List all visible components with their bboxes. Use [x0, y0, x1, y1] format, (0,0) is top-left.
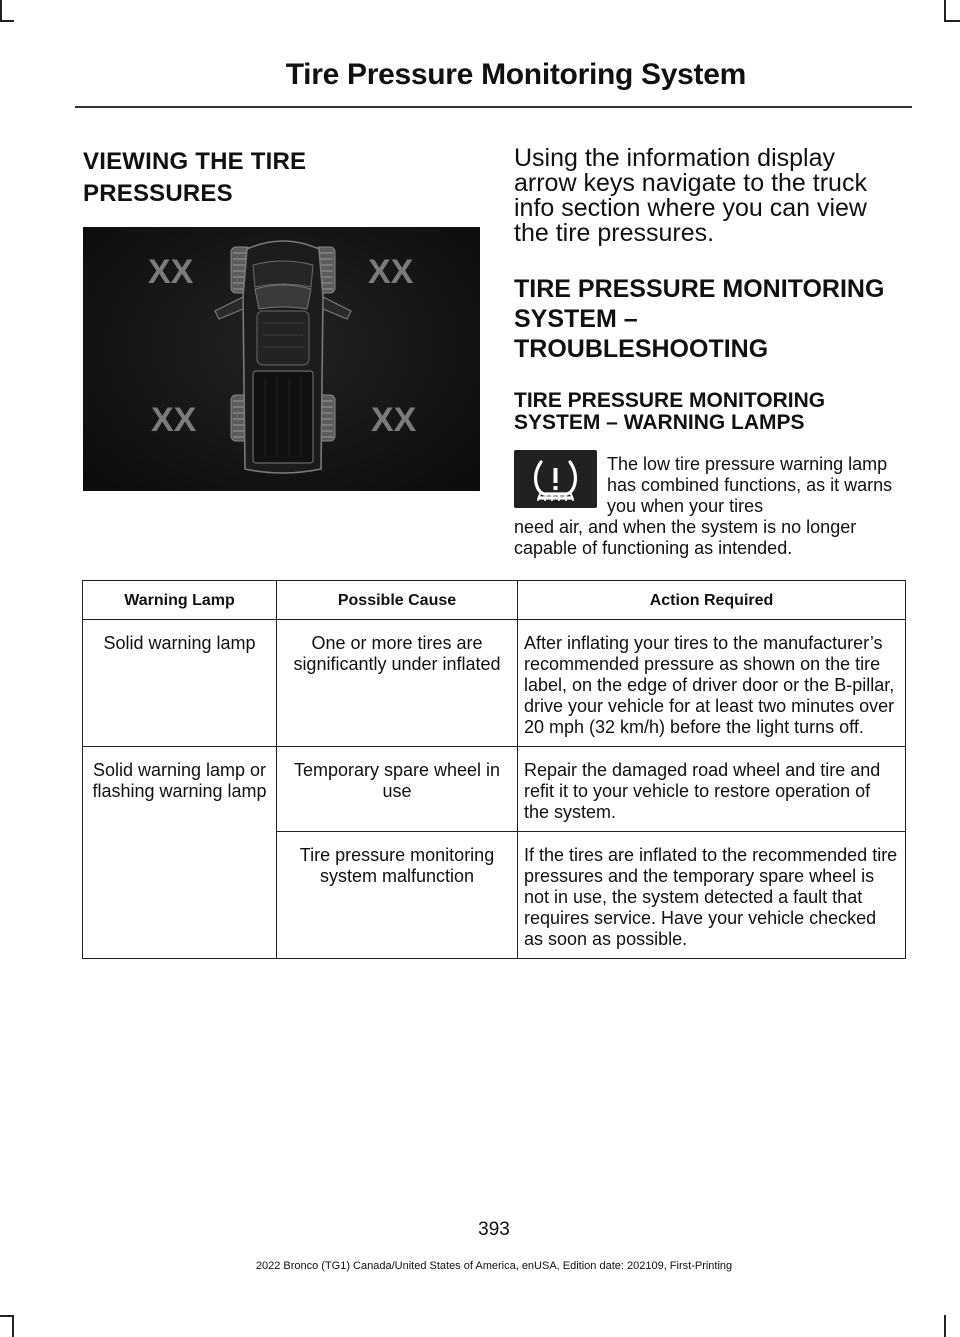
- warning-lamp-table: [82, 580, 906, 959]
- heading-line: PRESSURES: [83, 180, 233, 207]
- tire-label-rear-right: XX: [371, 401, 417, 439]
- crop-mark: [12, 1315, 14, 1337]
- heading-line: VIEWING THE TIRE: [83, 148, 307, 175]
- crop-mark: [944, 1315, 946, 1337]
- viewing-tire-pressures-heading: [83, 146, 443, 210]
- tire-label-rear-left: XX: [151, 401, 197, 439]
- page-number: 393: [478, 1219, 510, 1240]
- header-rule: [75, 106, 912, 108]
- crop-mark: [944, 0, 946, 22]
- crop-mark: [0, 0, 2, 22]
- lamp-description: The low tire pressure warning lamp has combined functions, as it warns you when your tires: [607, 454, 893, 516]
- page-header-title: Tire Pressure Monitoring System: [285, 58, 746, 91]
- tire-label-front-left: XX: [148, 253, 194, 291]
- heading-line: TIRE PRESSURE MONITORING: [514, 275, 885, 303]
- crop-mark: [944, 20, 960, 22]
- possible-cause-cell: One or more tires are significantly under inflated: [277, 620, 518, 747]
- action-required-cell: If the tires are inflated to the recommended tire pressures and the temporary spare wheel is not in use, the system detected a fault that requires service. Have your vehicle checked as soon as possible.: [518, 832, 906, 959]
- column-header-possible-cause: Possible Cause: [277, 581, 518, 620]
- table-header-row: [83, 581, 906, 620]
- vehicle-top-view-icon: [83, 227, 480, 491]
- tire-pressure-display-image: [83, 227, 480, 491]
- footer-edition-text: 2022 Bronco (TG1) Canada/United States of America, enUSA, Edition date: 202109, First-Printing: [255, 1260, 733, 1272]
- intro-paragraph: Using the information display arrow keys navigate to the truck info section where you can view the tire pressures.: [514, 144, 867, 247]
- warning-lamp-cell: Solid warning lamp: [83, 620, 277, 747]
- possible-cause-cell: Tire pressure monitoring system malfunction: [277, 832, 518, 959]
- tire-label-front-right: XX: [368, 253, 414, 291]
- heading-line: SYSTEM –: [514, 305, 638, 333]
- action-required-cell: Repair the damaged road wheel and tire and refit it to your vehicle to restore operation of the system.: [518, 747, 906, 832]
- warning-lamps-subheading: TIRE PRESSURE MONITORING SYSTEM – WARNING LAMPS: [514, 389, 826, 434]
- table-row: [83, 620, 906, 747]
- action-required-cell: After inflating your tires to the manufacturer’s recommended pressure as shown on the tire label, on the edge of driver door or the B-pillar, drive your vehicle for at least two minutes over 20 mph (32 km/h) before the light turns off.: [518, 620, 906, 747]
- lamp-description-continued: need air, and when the system is no longer capable of functioning as intended.: [514, 517, 857, 558]
- table-row: [83, 747, 906, 832]
- heading-line: TROUBLESHOOTING: [514, 335, 769, 363]
- column-header-action-required: Action Required: [518, 581, 906, 620]
- troubleshooting-heading: [514, 274, 914, 364]
- column-header-warning-lamp: Warning Lamp: [83, 581, 277, 620]
- possible-cause-cell: Temporary spare wheel in use: [277, 747, 518, 832]
- warning-lamp-cell: Solid warning lamp or flashing warning lamp: [83, 747, 277, 959]
- crop-mark: [0, 20, 14, 22]
- tire-pressure-warning-icon: [514, 450, 597, 508]
